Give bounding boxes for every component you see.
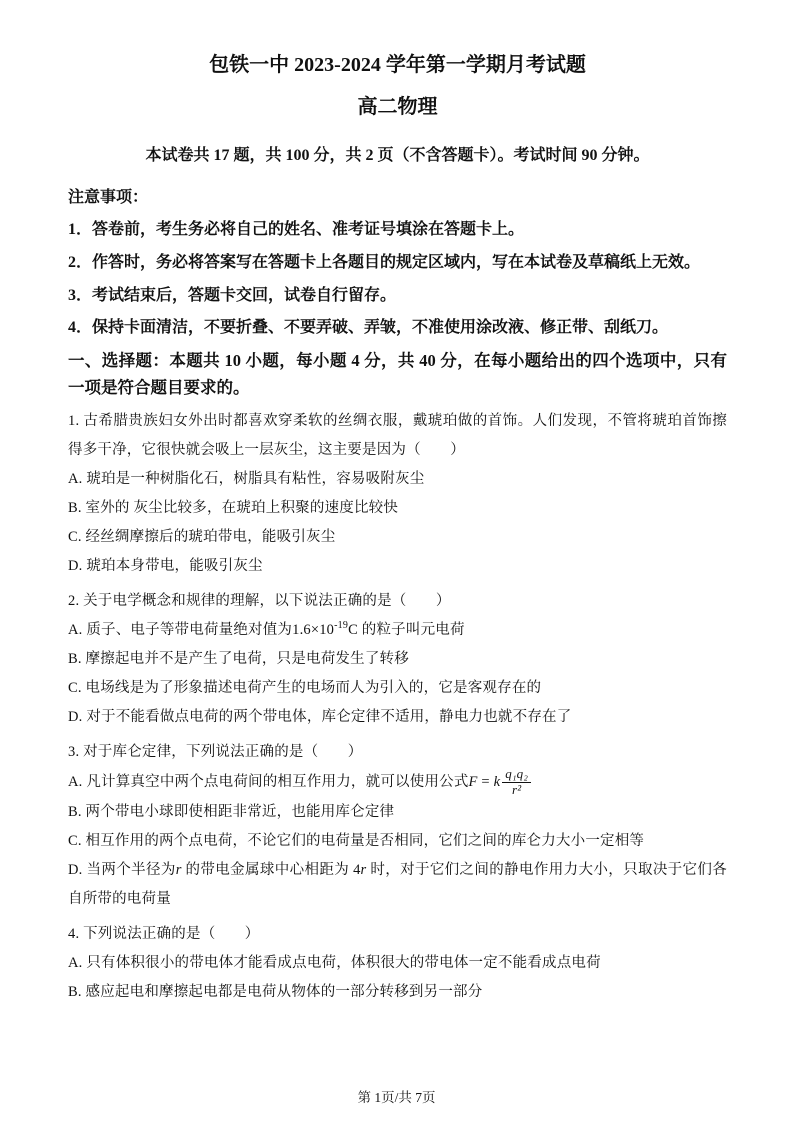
option-text: 时，对于它们之间的静电作用力大小，只取决于它们各自所带的电荷量: [68, 862, 727, 908]
question-1-option-a: A. 琥珀是一种树脂化石，树脂具有粘性，容易吸附灰尘: [68, 471, 425, 488]
question-1-option-d: D. 琥珀本身带电，能吸引灰尘: [68, 558, 263, 575]
question-1: [68, 407, 727, 581]
notice-heading: 注意事项：: [68, 189, 149, 206]
exam-title: 包铁一中 2023-2024 学年第一学期月考试题: [209, 54, 586, 76]
question-2-option-a: [68, 616, 727, 645]
question-2-option-b: B. 摩擦起电并不是产生了电荷，只是电荷发生了转移: [68, 651, 409, 668]
section-heading: 一、选择题：本题共 10 小题，每小题 4 分，共 40 分，在每小题给出的四个选项中，只有一项是符合题目要求的。: [68, 351, 727, 398]
option-text: 的粒子叫元电荷: [357, 622, 465, 639]
option-text: A. 凡计算真空中两个点电荷间的相互作用力，就可以使用公式: [68, 774, 469, 791]
question-1-stem: 1. 古希腊贵族妇女外出时都喜欢穿柔软的丝绸衣服，戴琥珀做的首饰。人们发现，不管将琥珀首饰擦得多干净，它很快就会吸上一层灰尘，这主要是因为（ ）: [68, 413, 727, 459]
exam-intro: 本试卷共 17 题，共 100 分，共 2 页（不含答题卡）。考试时间 90 分钟。: [145, 147, 650, 164]
notice-item-3: 3．考试结束后，答题卡交回，试卷自行留存。: [68, 286, 397, 304]
question-3: [68, 738, 727, 914]
page-footer: [0, 1086, 793, 1106]
notice-item-1: 1．答卷前，考生务必将自己的姓名、准考证号填涂在答题卡上。: [68, 221, 525, 238]
question-4-stem: 4. 下列说法正确的是（ ）: [68, 926, 260, 943]
notice-item-2: 2．作答时，务必将答案写在答题卡上各题目的规定区域内，写在本试卷及草稿纸上无效。: [68, 253, 701, 271]
question-3-option-a: [68, 767, 727, 798]
option-text: 的带电金属球中心相距为 4: [181, 862, 361, 879]
question-2-option-d: D. 对于不能看做点电荷的两个带电体，库仑定律不适用，静电力也就不存在了: [68, 709, 572, 726]
coulomb-law-formula: F = k $\frac{\text{q₁q₂}}{\text{r²}}$: [469, 774, 532, 790]
question-2-stem: 2. 关于电学概念和规律的理解，以下说法正确的是（ ）: [68, 593, 451, 610]
option-text: A. 质子、电子等带电荷量绝对值为: [68, 622, 293, 639]
elementary-charge-value: $1.6\times 10^{-19}C$: [292, 620, 358, 639]
question-1-option-c: C. 经丝绸摩擦后的琥珀带电，能吸引灰尘: [68, 529, 336, 546]
question-1-option-b: B. 室外的 灰尘比较多，在琥珀上积聚的速度比较快: [68, 500, 399, 517]
page-number-label: 第 1页/共 7页: [357, 1090, 436, 1105]
question-3-option-b: B. 两个带电小球即使相距非常近，也能用库仑定律: [68, 804, 395, 821]
notice-item-4: 4．保持卡面清洁，不要折叠、不要弄破、弄皱，不准使用涂改液、修正带、刮纸刀。: [68, 319, 669, 337]
exam-subject: 高二物理: [357, 96, 438, 118]
question-4: [68, 920, 727, 1007]
question-3-stem: 3. 对于库仑定律，下列说法正确的是（ ）: [68, 744, 363, 761]
question-2: [68, 587, 727, 732]
question-2-option-c: C. 电场线是为了形象描述电荷产生的电场而人为引入的，它是客观存在的: [68, 680, 542, 697]
question-3-option-d: D. 当两个半径为r 的带电金属球中心相距为 4r 时，对于它们之间的静电作用力大小，只取决于它们各自所带的电荷量: [68, 862, 727, 908]
option-text: D. 当两个半径为: [68, 862, 176, 879]
question-4-option-b: B. 感应起电和摩擦起电都是电荷从物体的一部分转移到另一部分: [68, 984, 483, 1001]
question-4-option-a: A. 只有体积很小的带电体才能看成点电荷，体积很大的带电体一定不能看成点电荷: [68, 955, 601, 972]
question-3-option-c: C. 相互作用的两个点电荷，不论它们的电荷量是否相同，它们之间的库仑力大小一定相等: [68, 833, 645, 850]
